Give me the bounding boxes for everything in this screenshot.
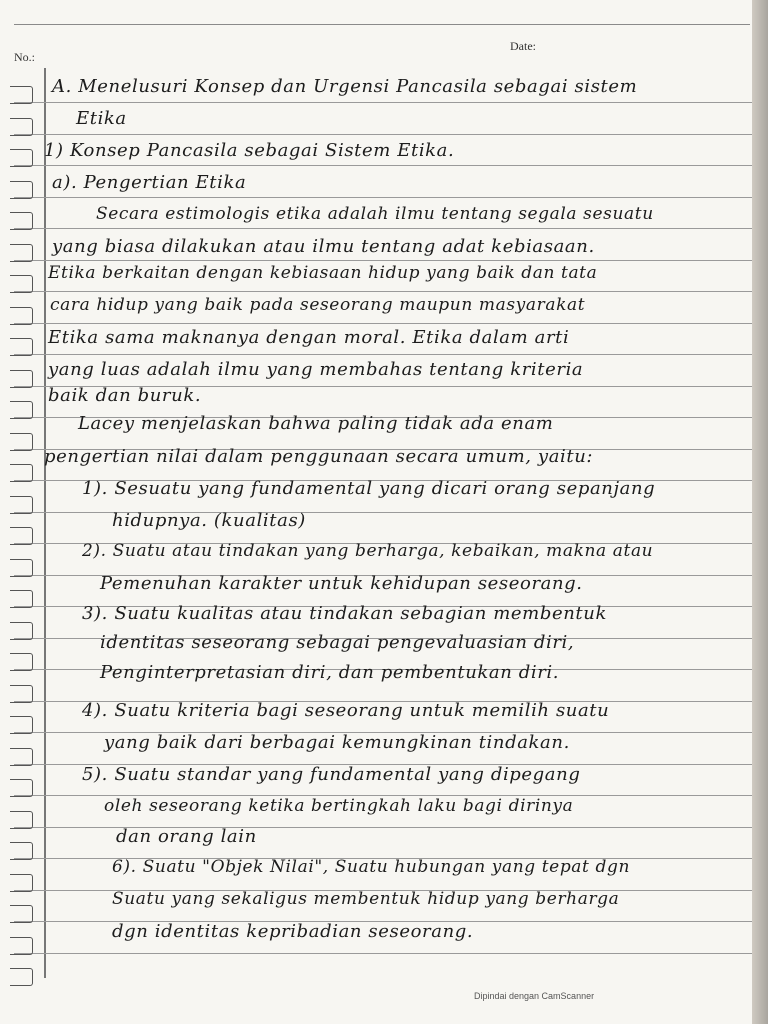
binder-hole — [10, 338, 33, 356]
text-line: hidupnya. (kualitas) — [112, 510, 306, 531]
text-line: identitas seseorang sebagai pengevaluasian diri, — [100, 632, 575, 653]
binder-hole — [10, 653, 33, 671]
text-line: 2). Suatu atau tindakan yang berharga, kebaikan, makna atau — [82, 541, 654, 561]
ruled-line — [14, 291, 752, 292]
text-line: A. Menelusuri Konsep dan Urgensi Pancasila sebagai sistem — [52, 76, 638, 97]
binder-hole — [10, 590, 33, 608]
binder-hole — [10, 244, 33, 262]
binder-hole — [10, 275, 33, 293]
text-line: Etika sama maknanya dengan moral. Etika dalam arti — [48, 327, 570, 348]
margin-line — [44, 68, 46, 978]
page-edge — [752, 0, 768, 1024]
binder-hole — [10, 559, 33, 577]
text-line: a). Pengertian Etika — [52, 172, 247, 193]
text-line: 3). Suatu kualitas atau tindakan sebagian membentuk — [82, 603, 607, 624]
binder-hole — [10, 212, 33, 230]
text-line: Etika — [76, 108, 127, 129]
no-label: No.: — [14, 50, 35, 64]
binder-hole — [10, 874, 33, 892]
top-rule — [14, 24, 750, 25]
text-line: yang luas adalah ilmu yang membahas tentang kriteria — [48, 359, 584, 380]
text-line: Pemenuhan karakter untuk kehidupan seseorang. — [100, 573, 583, 594]
binder-hole — [10, 433, 33, 451]
binder-hole — [10, 842, 33, 860]
text-line: Lacey menjelaskan bahwa paling tidak ada enam — [78, 413, 554, 434]
text-line: 1). Sesuatu yang fundamental yang dicari orang sepanjang — [82, 478, 656, 499]
text-line: yang biasa dilakukan atau ilmu tentang adat kebiasaan. — [52, 236, 595, 257]
date-label: Date: — [510, 39, 536, 53]
binder-hole — [10, 401, 33, 419]
ruled-line — [14, 134, 752, 135]
text-line: baik dan buruk. — [48, 385, 202, 406]
text-line: Secara estimologis etika adalah ilmu tentang segala sesuatu — [96, 204, 654, 224]
binder-hole — [10, 811, 33, 829]
binder-hole — [10, 181, 33, 199]
ruled-line — [14, 197, 752, 198]
text-line: Penginterpretasian diri, dan pembentukan diri. — [100, 662, 560, 683]
text-line: dgn identitas kepribadian seseorang. — [112, 921, 474, 942]
text-line: 6). Suatu "Objek Nilai", Suatu hubungan yang tepat dgn — [112, 857, 630, 877]
binder-hole — [10, 622, 33, 640]
text-line: oleh seseorang ketika bertingkah laku bagi dirinya — [104, 796, 574, 816]
binder-hole — [10, 118, 33, 136]
binder-hole — [10, 370, 33, 388]
binder-hole — [10, 937, 33, 955]
binder-hole — [10, 685, 33, 703]
ruled-line — [14, 354, 752, 355]
binder-hole — [10, 905, 33, 923]
text-line: dan orang lain — [116, 826, 257, 847]
binder-hole — [10, 464, 33, 482]
binder-hole — [10, 748, 33, 766]
binder-hole — [10, 527, 33, 545]
binder-hole — [10, 307, 33, 325]
binder-hole — [10, 779, 33, 797]
ruled-line — [14, 260, 752, 261]
text-line: 4). Suatu kriteria bagi seseorang untuk memilih suatu — [82, 700, 610, 721]
ruled-line — [14, 953, 752, 954]
text-line: Suatu yang sekaligus membentuk hidup yang berharga — [112, 889, 620, 909]
binder-hole — [10, 716, 33, 734]
text-line: Etika berkaitan dengan kebiasaan hidup yang baik dan tata — [48, 263, 598, 283]
text-line: cara hidup yang baik pada seseorang maupun masyarakat — [50, 295, 586, 315]
binder-hole — [10, 496, 33, 514]
scanner-watermark: Dipindai dengan CamScanner — [474, 991, 595, 1001]
text-line: 1) Konsep Pancasila sebagai Sistem Etika. — [44, 140, 455, 161]
binder-hole — [10, 149, 33, 167]
text-line: yang baik dari berbagai kemungkinan tindakan. — [104, 732, 570, 753]
binder-hole — [10, 86, 33, 104]
text-line: 5). Suatu standar yang fundamental yang dipegang — [82, 764, 581, 785]
ruled-line — [14, 228, 752, 229]
ruled-line — [14, 165, 752, 166]
ruled-line — [14, 323, 752, 324]
text-line: pengertian nilai dalam penggunaan secara umum, yaitu: — [44, 446, 594, 467]
binder-hole — [10, 968, 33, 986]
ruled-line — [14, 102, 752, 103]
